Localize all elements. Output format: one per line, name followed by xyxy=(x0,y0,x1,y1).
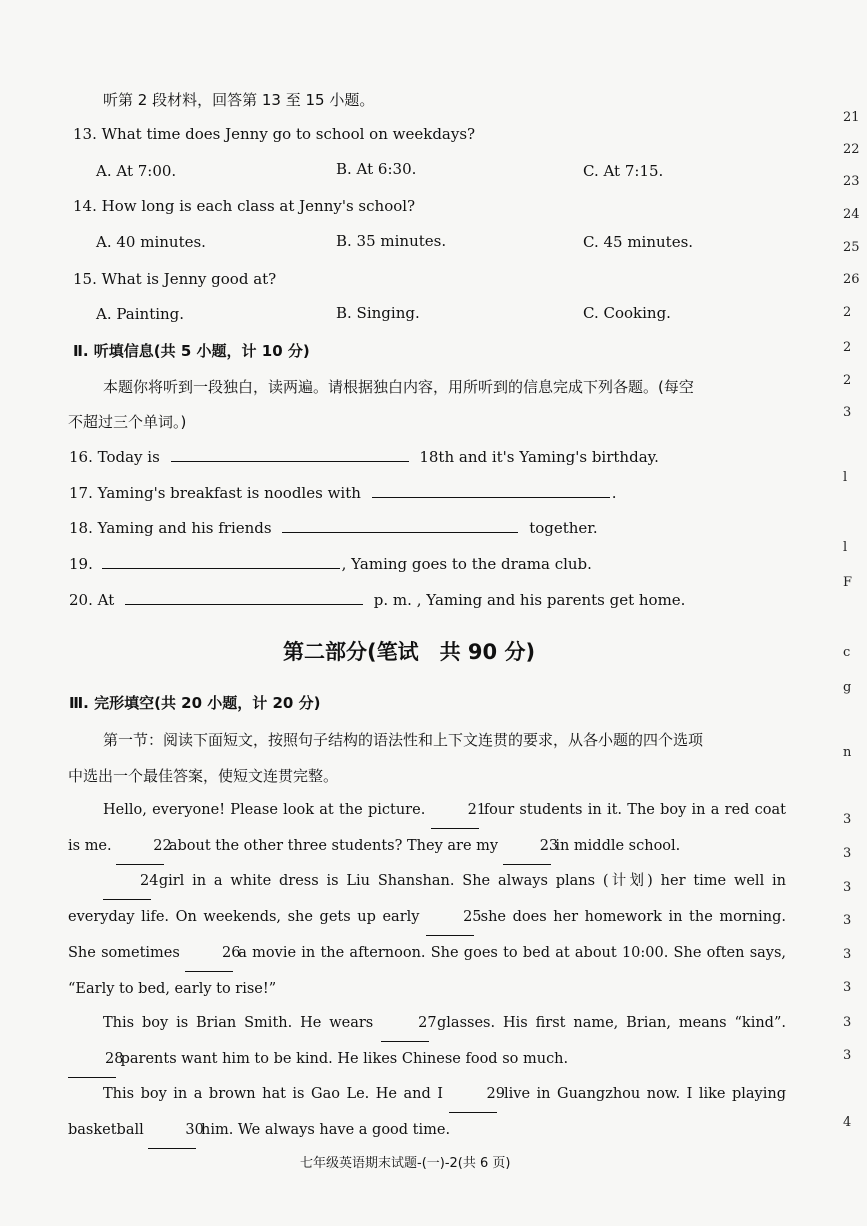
question-13: 13. What time does Jenny go to school on weekdays? xyxy=(73,125,476,143)
edge-fragment: 3 xyxy=(843,880,852,895)
cloze-blank-24[interactable]: 24 xyxy=(103,864,151,900)
fill-item-18 xyxy=(69,518,598,537)
cloze-blank-26[interactable]: 26 xyxy=(185,936,233,972)
item-18-suffix: together. xyxy=(529,519,598,537)
item-20-prefix: 20. At xyxy=(69,591,115,609)
answer-blank-16[interactable] xyxy=(171,447,409,462)
option-15c: C. Cooking. xyxy=(583,304,671,322)
option-15a: A. Painting. xyxy=(96,305,185,323)
cloze-blank-28[interactable]: 28 xyxy=(68,1042,116,1078)
item-20-suffix: p. m. , Yaming and his parents get home. xyxy=(373,591,686,609)
option-14a: A. 40 minutes. xyxy=(96,233,206,251)
edge-fragment: 3 xyxy=(843,846,852,861)
answer-blank-18[interactable] xyxy=(282,518,518,533)
edge-fragment: 3 xyxy=(843,1015,852,1030)
passage-text: parents want him to be kind. He likes Chinese food so much. xyxy=(120,1051,569,1067)
edge-fragment: l xyxy=(843,540,848,555)
edge-fragment: 3 xyxy=(843,405,852,420)
edge-fragment: 3 xyxy=(843,947,852,962)
edge-fragment: n xyxy=(843,745,852,760)
edge-fragment: 4 xyxy=(843,1115,852,1130)
edge-fragment: 3 xyxy=(843,1048,852,1063)
option-13a: A. At 7:00. xyxy=(96,162,177,180)
cloze-blank-25[interactable]: 25 xyxy=(426,900,474,936)
section2-instruction-1: 本题你将听到一段独白，读两遍。请根据独白内容，用所听到的信息完成下列各题。(每空 xyxy=(103,378,694,396)
item-19-prefix: 19. xyxy=(69,555,93,573)
part2-title: 第二部分(笔试 共 90 分) xyxy=(283,640,536,664)
section2-heading: Ⅱ. 听填信息(共 5 小题，计 10 分) xyxy=(73,342,310,360)
passage-text: in middle school. xyxy=(555,838,681,854)
edge-fragment: g xyxy=(843,680,852,695)
passage-paragraph-1 xyxy=(68,793,786,865)
cloze-blank-29[interactable]: 29 xyxy=(449,1077,497,1113)
fill-item-17 xyxy=(69,483,616,502)
edge-fragment: 22 xyxy=(843,142,860,157)
edge-fragment: 24 xyxy=(843,207,860,222)
edge-fragment: F xyxy=(843,575,853,590)
passage-text: girl in a white dress is Liu Shanshan. She always plans (计划) her time well in everyday life. On weekends, she gets up early xyxy=(68,873,787,925)
passage-text: This boy is Brian Smith. He wears xyxy=(103,1015,374,1031)
page-footer: 七年级英语期末试题-(一)-2(共 6 页) xyxy=(300,1156,511,1171)
edge-fragment: 21 xyxy=(843,110,860,125)
item-19-suffix: , Yaming goes to the drama club. xyxy=(341,555,592,573)
passage-text: a movie in the afternoon. She goes to bed at about 10:00. She often says, “Early to bed, early to rise!” xyxy=(68,945,787,997)
answer-blank-17[interactable] xyxy=(372,483,610,498)
passage-text: him. We always have a good time. xyxy=(200,1122,451,1138)
cloze-blank-27[interactable]: 27 xyxy=(381,1006,429,1042)
edge-fragment: 3 xyxy=(843,980,852,995)
edge-fragment: 3 xyxy=(843,812,852,827)
item-17-prefix: 17. Yaming's breakfast is noodles with xyxy=(69,484,361,502)
edge-fragment: 26 xyxy=(843,272,860,287)
cloze-blank-23[interactable]: 23 xyxy=(503,829,551,865)
answer-blank-19[interactable] xyxy=(102,554,340,569)
fill-item-20 xyxy=(69,590,685,609)
option-14b: B. 35 minutes. xyxy=(336,232,447,250)
passage-text: live in Guangzhou now. I like playing basketball xyxy=(68,1086,786,1138)
passage-text: Hello, everyone! Please look at the picture. xyxy=(103,802,426,818)
option-13b: B. At 6:30. xyxy=(336,160,417,178)
passage-text: four students in it. The boy in a red coat is me. xyxy=(68,802,787,854)
section3-instruction-1: 第一节：阅读下面短文，按照句子结构的语法性和上下文连贯的要求，从各小题的四个选项 xyxy=(103,731,704,749)
answer-blank-20[interactable] xyxy=(125,590,363,605)
item-16-suffix: 18th and it's Yaming's birthday. xyxy=(419,448,659,466)
item-16-prefix: 16. Today is xyxy=(69,448,160,466)
fill-item-19 xyxy=(69,554,592,573)
cloze-blank-30[interactable]: 30 xyxy=(148,1113,196,1149)
option-15b: B. Singing. xyxy=(336,304,420,322)
section3-instruction-2: 中选出一个最佳答案，使短文连贯完整。 xyxy=(68,767,339,785)
passage-paragraph-4 xyxy=(68,1077,786,1149)
passage-text: about the other three students? They are my xyxy=(168,838,499,854)
passage-paragraph-2 xyxy=(68,864,786,1007)
cloze-blank-21[interactable]: 21 xyxy=(431,793,479,829)
passage-text: This boy in a brown hat is Gao Le. He and I xyxy=(103,1086,443,1102)
item-18-prefix: 18. Yaming and his friends xyxy=(69,519,272,537)
item-17-suffix: . xyxy=(611,484,617,502)
edge-fragment: 3 xyxy=(843,913,852,928)
section2-instruction-2: 不超过三个单词。) xyxy=(68,413,187,431)
question-15: 15. What is Jenny good at? xyxy=(73,270,277,288)
question-14: 14. How long is each class at Jenny's school? xyxy=(73,197,416,215)
edge-fragment: 2 xyxy=(843,373,852,388)
section3-heading: Ⅲ. 完形填空(共 20 小题，计 20 分) xyxy=(69,694,321,712)
option-13c: C. At 7:15. xyxy=(583,162,664,180)
passage-text: she does her homework in the morning. She sometimes xyxy=(68,909,787,961)
edge-fragment: 23 xyxy=(843,174,860,189)
edge-fragment: c xyxy=(843,645,851,660)
option-14c: C. 45 minutes. xyxy=(583,233,694,251)
edge-fragment: 2 xyxy=(843,340,852,355)
fill-item-16 xyxy=(69,447,659,466)
edge-fragment: 25 xyxy=(843,240,860,255)
edge-fragment: 2 xyxy=(843,305,852,320)
edge-fragment: l xyxy=(843,470,848,485)
passage-text: glasses. His first name, Brian, means “kind”. xyxy=(437,1015,786,1031)
listening-intro: 听第 2 段材料，回答第 13 至 15 小题。 xyxy=(103,91,375,109)
passage-paragraph-3 xyxy=(68,1006,786,1078)
cloze-blank-22[interactable]: 22 xyxy=(116,829,164,865)
